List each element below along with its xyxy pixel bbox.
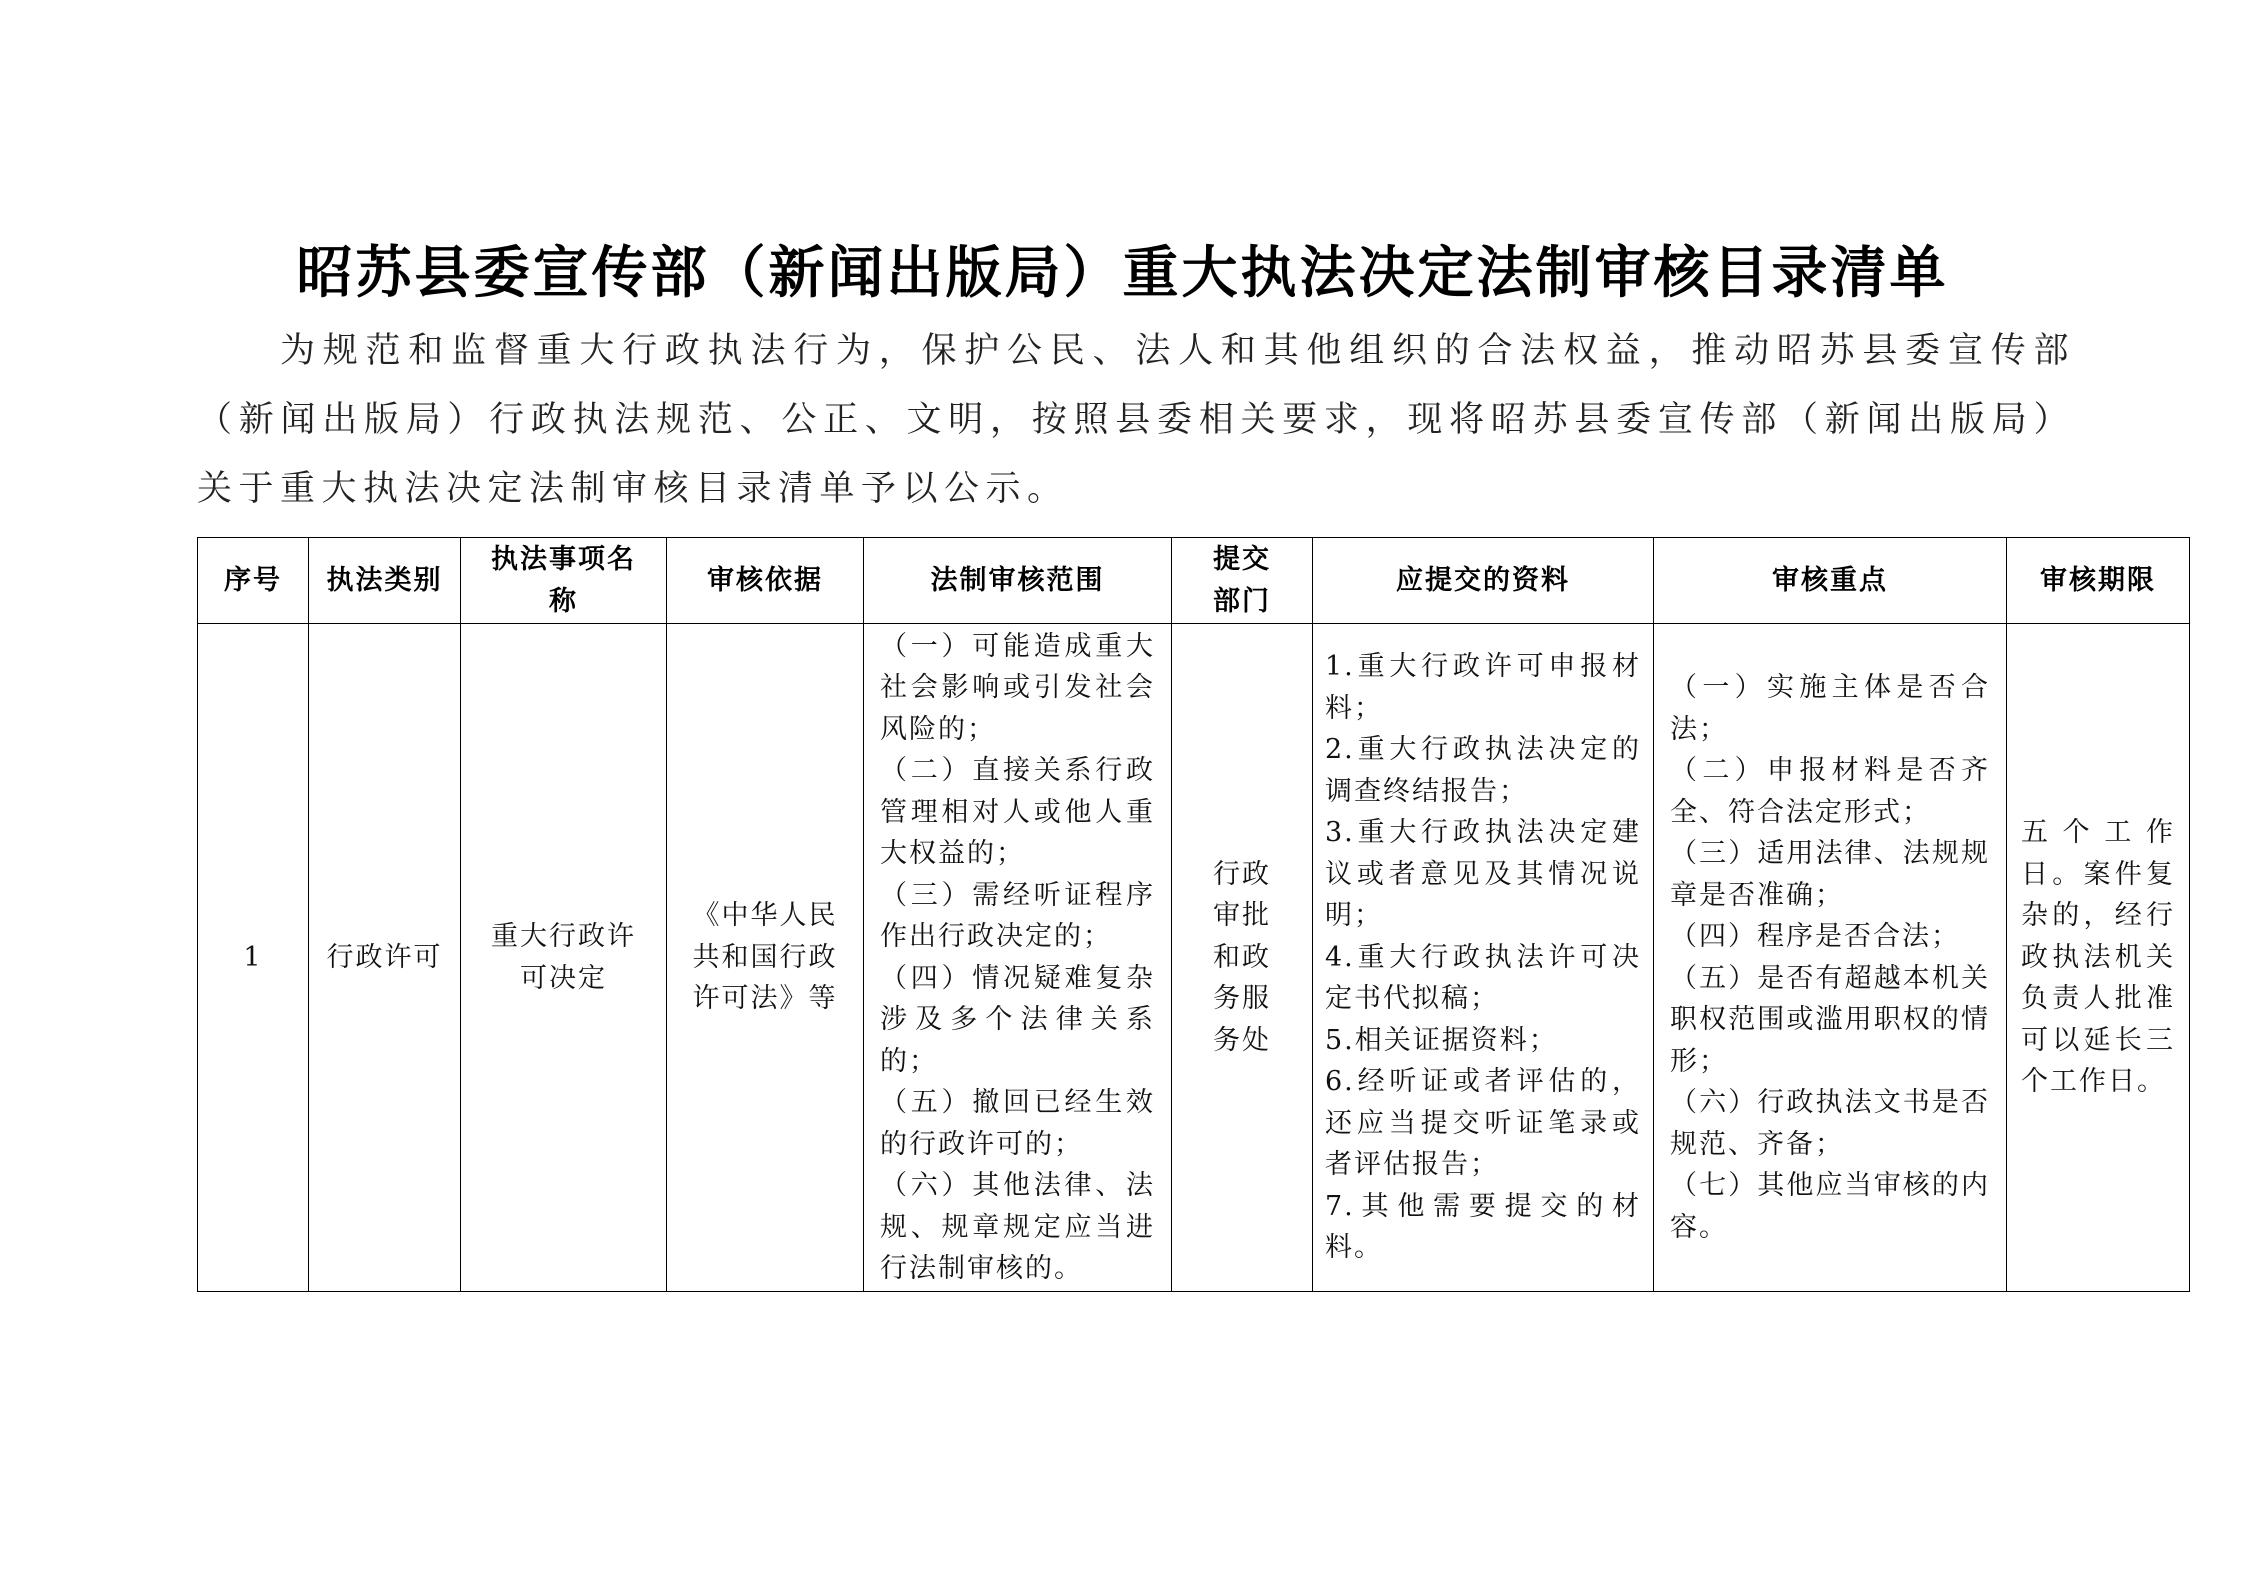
material-item: 7.其他需要提交的材料。: [1325, 1190, 1641, 1264]
header-category: 执法类别: [309, 538, 461, 624]
table-body: [198, 624, 2190, 1292]
intro-paragraph: 为规范和监督重大行政执法行为，保护公民、法人和其他组织的合法权益，推动昭苏县委宣传部（新闻出版局）行政执法规范、公正、文明，按照县委相关要求，现将昭苏县委宣传部（新闻出版局）关于重大执法决定法制审核目录清单予以公示。: [197, 331, 2075, 509]
material-item: 5.相关证据资料；: [1325, 1024, 1558, 1056]
focus-item: （三）适用法律、法规规章是否准确；: [1670, 838, 1990, 911]
header-department: 提交部门: [1172, 538, 1313, 624]
focus-item: （四）程序是否合法；: [1670, 921, 1960, 952]
material-item: 3.重大行政执法决定建议或者意见及其情况说明；: [1325, 817, 1641, 932]
material-item: 4.重大行政执法许可决定书代拟稿；: [1325, 941, 1641, 1015]
scope-item: （四）情况疑难复杂涉及多个法律关系的；: [880, 962, 1155, 1077]
cell-category: 行政许可: [309, 624, 461, 1292]
cell-deadline: 五个工作日。案件复杂的，经行政执法机关负责人批准可以延长三个工作日。: [2007, 624, 2190, 1292]
cell-basis: 《中华人民共和国行政许可法》等: [667, 624, 864, 1292]
table-row: [198, 624, 2190, 1292]
material-item: 2.重大行政执法决定的调查终结报告；: [1325, 734, 1641, 807]
review-catalog-table: [197, 537, 2190, 1292]
table-header-row: [198, 538, 2190, 624]
header-focus: 审核重点: [1654, 538, 2007, 624]
document-title: 昭苏县委宣传部（新闻出版局）重大执法决定法制审核目录清单: [296, 240, 1949, 306]
material-item: 6.经听证或者评估的，还应当提交听证笔录或者评估报告；: [1325, 1066, 1641, 1181]
focus-item: （七）其他应当审核的内容。: [1670, 1170, 1990, 1243]
header-scope: 法制审核范围: [864, 538, 1172, 624]
cell-department: 行政审批和政务服务处: [1172, 624, 1313, 1292]
header-deadline: 审核期限: [2007, 538, 2190, 624]
header-materials: 应提交的资料: [1313, 538, 1654, 624]
table-header: [198, 538, 2190, 624]
scope-item: （六）其他法律、法规、规章规定应当进行法制审核的。: [880, 1170, 1155, 1284]
scope-item: （五）撤回已经生效的行政许可的；: [880, 1087, 1155, 1160]
cell-index: 1: [198, 624, 309, 1292]
cell-item-name: 重大行政许可决定: [461, 624, 667, 1292]
focus-item: （五）是否有超越本机关职权范围或滥用职权的情形；: [1670, 962, 1990, 1077]
focus-item: （一）实施主体是否合法；: [1670, 672, 1990, 745]
scope-item: （二）直接关系行政管理相对人或他人重大权益的；: [880, 755, 1155, 869]
header-basis: 审核依据: [667, 538, 864, 624]
header-index: 序号: [198, 538, 309, 624]
scope-item: （一）可能造成重大社会影响或引发社会风险的；: [880, 630, 1155, 745]
scope-item: （三）需经听证程序作出行政决定的；: [880, 879, 1155, 952]
header-item-name: 执法事项名称: [461, 538, 667, 624]
focus-item: （六）行政执法文书是否规范、齐备；: [1670, 1087, 1990, 1160]
cell-materials: [1313, 624, 1654, 1292]
cell-scope: [864, 624, 1172, 1292]
cell-focus: [1654, 624, 2007, 1292]
material-item: 1.重大行政许可申报材料；: [1325, 651, 1641, 724]
focus-item: （二）申报材料是否齐全、符合法定形式；: [1670, 755, 1990, 828]
